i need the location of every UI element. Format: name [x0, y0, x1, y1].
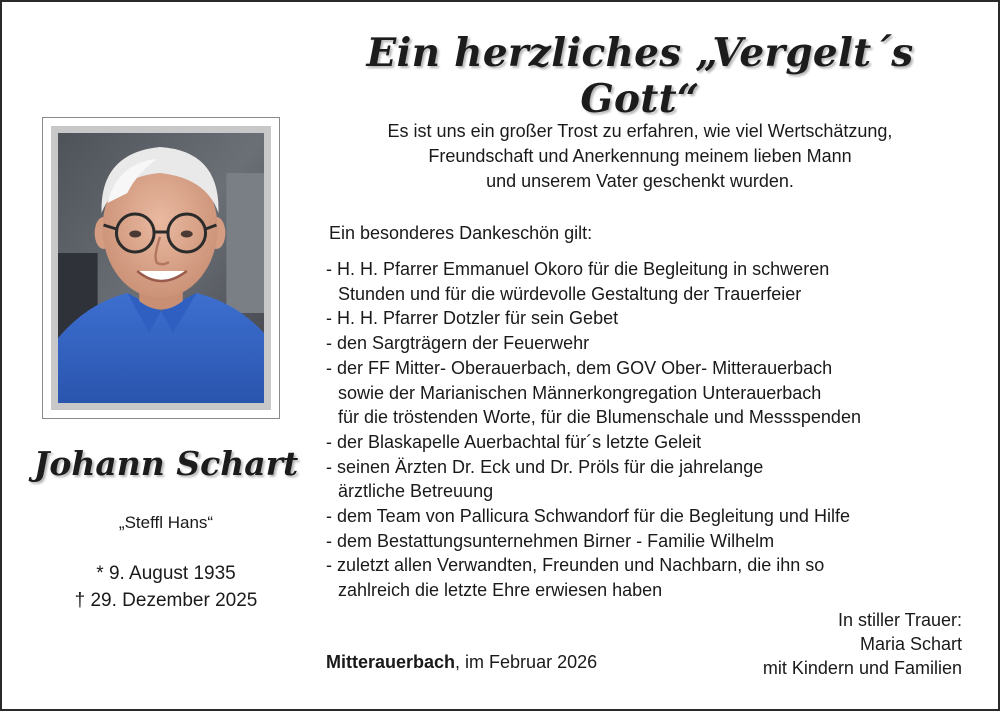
deceased-name: Johann Schart [33, 444, 299, 483]
thanks-item [326, 504, 986, 529]
thanks-line: - dem Bestattungsunternehmen Birner - Familie Wilhelm [326, 530, 775, 551]
thanks-line: - zuletzt allen Verwandten, Freunden und Nachbarn, die ihn so [326, 555, 825, 576]
portrait-mat [51, 126, 271, 410]
mourners-line: In stiller Trauer: [837, 610, 962, 630]
death-date: † 29. Dezember 2025 [74, 590, 258, 611]
birth-date: * 9. August 1935 [96, 563, 236, 584]
thanks-item [326, 257, 986, 306]
intro-line: Es ist uns ein großer Trost zu erfahren, wie viel Wertschätzung, [387, 121, 893, 141]
thanks-item [326, 331, 986, 356]
thanks-line: für die tröstenden Worte, für die Blumenschale und Messspenden [338, 407, 861, 428]
thanks-list [326, 257, 986, 603]
intro-text [300, 119, 980, 194]
portrait-frame [42, 117, 280, 419]
headline: Ein herzliches „Vergelt´s Gott“ [366, 30, 914, 122]
mourners-signature [763, 608, 962, 680]
thanks-line: - H. H. Pfarrer Dotzler für sein Gebet [326, 308, 619, 329]
life-dates [20, 560, 312, 614]
thanks-line: - H. H. Pfarrer Emmanuel Okoro für die Begleitung in schweren [326, 259, 830, 279]
thanks-line: Stunden und für die würdevolle Gestaltung der Trauerfeier [338, 283, 802, 304]
mourners-line: mit Kindern und Familien [762, 658, 962, 678]
place-name: Mitterauerbach [326, 652, 456, 672]
thanks-line: ärztliche Betreuung [338, 481, 494, 502]
thanks-item [326, 529, 986, 554]
portrait-photo [58, 133, 264, 403]
intro-line: Freundschaft und Anerkennung meinem lieben Mann [428, 146, 852, 166]
thanks-line: - den Sargträgern der Feuerwehr [326, 333, 590, 354]
thanks-line: sowie der Marianischen Männerkongregation Unterauerbach [338, 382, 822, 403]
thanks-line: - seinen Ärzten Dr. Eck und Dr. Pröls für die jahrelange [326, 456, 764, 477]
portrait-illustration [58, 133, 264, 403]
intro-line: und unserem Vater geschenkt wurden. [486, 171, 794, 191]
thanks-line: - der FF Mitter- Oberauerbach, dem GOV Ober- Mitterauerbach [326, 357, 833, 378]
deceased-nickname: „Steffl Hans“ [118, 513, 214, 532]
closing-date: , im Februar 2026 [455, 652, 598, 672]
thanks-line: - der Blaskapelle Auerbachtal für´s letzte Geleit [326, 431, 702, 452]
place-and-date [326, 652, 597, 673]
thanks-line: zahlreich die letzte Ehre erwiesen haben [338, 580, 663, 601]
thanks-item [326, 455, 986, 504]
thanks-line: - dem Team von Pallicura Schwandorf für die Begleitung und Hilfe [326, 506, 850, 527]
thanks-item [326, 553, 986, 602]
thanks-heading: Ein besonderes Dankeschön gilt: [329, 223, 593, 243]
thanks-item [326, 356, 986, 430]
mourners-line: Maria Schart [859, 634, 962, 654]
thanks-item [326, 430, 986, 455]
thanks-item [326, 306, 986, 331]
